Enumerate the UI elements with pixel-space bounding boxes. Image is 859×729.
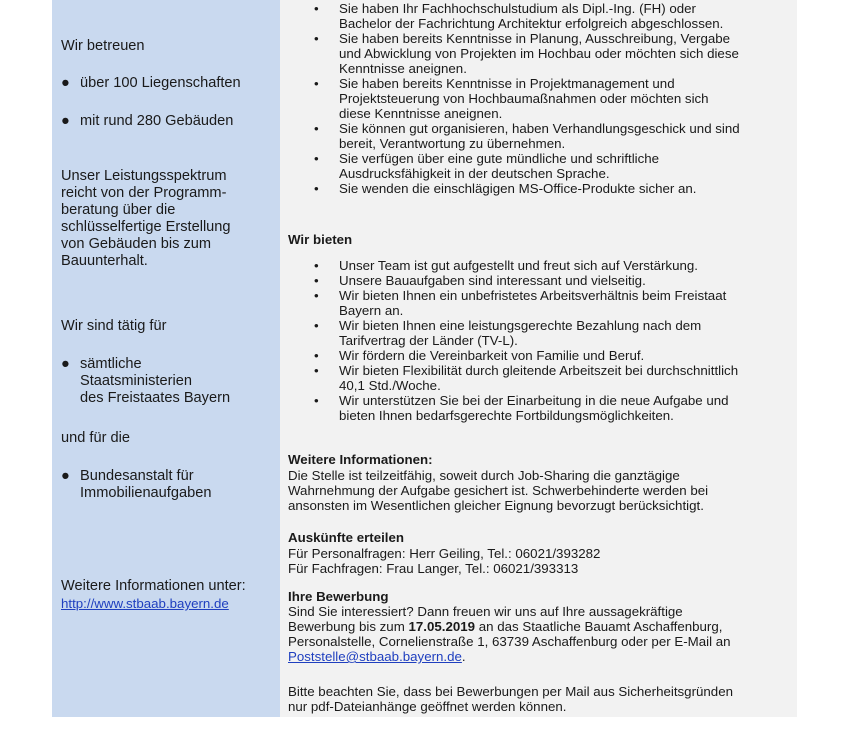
- list-item: • Sie haben bereits Kenntnisse in Projektmanagement und Projektsteuerung von Hochbaumaßnahmen oder möchten sich diese Kenntnisse aneignen.: [314, 76, 709, 121]
- bullet-icon: •: [314, 288, 319, 303]
- betreuen-heading: Wir betreuen: [61, 38, 145, 54]
- bullet-icon: •: [314, 151, 319, 166]
- bullet-icon: •: [314, 393, 319, 408]
- list-item: • Wir unterstützen Sie bei der Einarbeitung in die neue Aufgabe und bieten Ihnen bedarfsgerechte Fortbildungsmöglichkeiten.: [314, 393, 729, 423]
- email-link[interactable]: Poststelle@stbaab.bayern.de: [288, 649, 462, 664]
- bullet-icon: •: [314, 258, 319, 273]
- bullet-icon: •: [314, 273, 319, 288]
- list-item: • Sie verfügen über eine gute mündliche und schriftliche Ausdrucksfähigkeit in der deutschen Sprache.: [314, 151, 660, 181]
- bullet-icon: •: [314, 121, 319, 136]
- weitere-text: Die Stelle ist teilzeitfähig, soweit durch Job-Sharing die ganztägige Wahrnehmung der Aufgabe gesichert ist. Schwerbehinderte werden bei ansonsten im Wesentlichen gleicher Eignung bevorzugt berücksichtigt.: [288, 468, 709, 513]
- bullet-icon: •: [314, 348, 319, 363]
- list-item: • Sie können gut organisieren, haben Verhandlungsgeschick und sind bereit, Verantwortung zu übernehmen.: [314, 121, 740, 151]
- list-item: • Wir fördern die Vereinbarkeit von Familie und Beruf.: [314, 348, 645, 363]
- website-link[interactable]: http://www.stbaab.bayern.de: [61, 596, 229, 611]
- requirements-list: [280, 1, 790, 196]
- bullet-icon: ●: [61, 356, 70, 372]
- bullet-icon: •: [314, 31, 319, 46]
- info-label: Weitere Informationen unter:: [61, 578, 246, 594]
- sidebar: [52, 0, 280, 717]
- list-item: • Wir bieten Ihnen ein unbefristetes Arbeitsverhältnis beim Freistaat Bayern an.: [314, 288, 727, 318]
- list-item: • Sie haben bereits Kenntnisse in Planung, Ausschreibung, Vergabe und Abwicklung von Projekten im Hochbau oder möchten sich diese Kenntnisse aneignen.: [314, 31, 739, 76]
- taetig-heading: Wir sind tätig für: [61, 318, 167, 334]
- weitere-heading: Weitere Informationen:: [288, 452, 433, 467]
- deadline-date: 17.05.2019: [408, 619, 476, 634]
- main-content: [280, 0, 797, 717]
- wir-bieten-heading: Wir bieten: [288, 232, 353, 247]
- bullet-icon: •: [314, 76, 319, 91]
- bullet-icon: ●: [61, 113, 70, 129]
- list-item: • Unser Team ist gut aufgestellt und freut sich auf Verstärkung.: [314, 258, 698, 273]
- bullet-icon: ●: [61, 468, 70, 484]
- bullet-icon: •: [314, 181, 319, 196]
- list-item: ● mit rund 280 Gebäuden: [61, 113, 234, 129]
- bullet-icon: ●: [61, 75, 70, 91]
- info-block: [61, 578, 246, 613]
- leistungsspektrum-text: Unser Leistungsspektrum reicht von der Programm- beratung über die schlüsselfertige Erstellung von Gebäuden bis zum Bauunterhalt.: [61, 168, 231, 269]
- bullet-icon: •: [314, 318, 319, 333]
- hinweis-text: Bitte beachten Sie, dass bei Bewerbungen per Mail aus Sicherheitsgründen nur pdf-Dateianhänge geöffnet werden können.: [288, 684, 733, 714]
- list-item: ● Bundesanstalt für Immobilienaufgaben: [61, 468, 212, 501]
- bewerbung-heading: Ihre Bewerbung: [288, 589, 389, 604]
- offers-list: [280, 258, 790, 423]
- list-item: • Wir bieten Ihnen eine leistungsgerechte Bezahlung nach dem Tarifvertrag der Länder (TV-L).: [314, 318, 702, 348]
- auskuenfte-text: Für Personalfragen: Herr Geiling, Tel.: 06021/393282 Für Fachfragen: Frau Langer, Tel.: 06021/393313: [288, 546, 601, 576]
- und-heading: und für die: [61, 430, 130, 446]
- auskuenfte-heading: Auskünfte erteilen: [288, 530, 405, 545]
- bewerbung-text: Sind Sie interessiert? Dann freuen wir uns auf Ihre aussagekräftige Bewerbung bis zum 17.05.2019 an das Staatliche Bauamt Aschaffenburg, Personalstelle, Cornelienstraße 1, 63739 Aschaffenburg oder per E-Mail an Poststelle@stbaab.bayern.de.: [288, 604, 731, 664]
- list-item: • Wir bieten Flexibilität durch gleitende Arbeitszeit bei durchschnittlich 40,1 Std./Woche.: [314, 363, 739, 393]
- list-item: • Sie wenden die einschlägigen MS-Office-Produkte sicher an.: [314, 181, 697, 196]
- bullet-icon: •: [314, 363, 319, 378]
- bullet-icon: •: [314, 1, 319, 16]
- list-item: • Sie haben Ihr Fachhochschulstudium als Dipl.-Ing. (FH) oder Bachelor der Fachrichtung Architektur erfolgreich abgeschlossen.: [314, 1, 724, 31]
- list-item: ● sämtliche Staatsministerien des Freistaates Bayern: [61, 356, 231, 406]
- list-item: ● über 100 Liegenschaften: [61, 75, 241, 91]
- list-item: • Unsere Bauaufgaben sind interessant und vielseitig.: [314, 273, 646, 288]
